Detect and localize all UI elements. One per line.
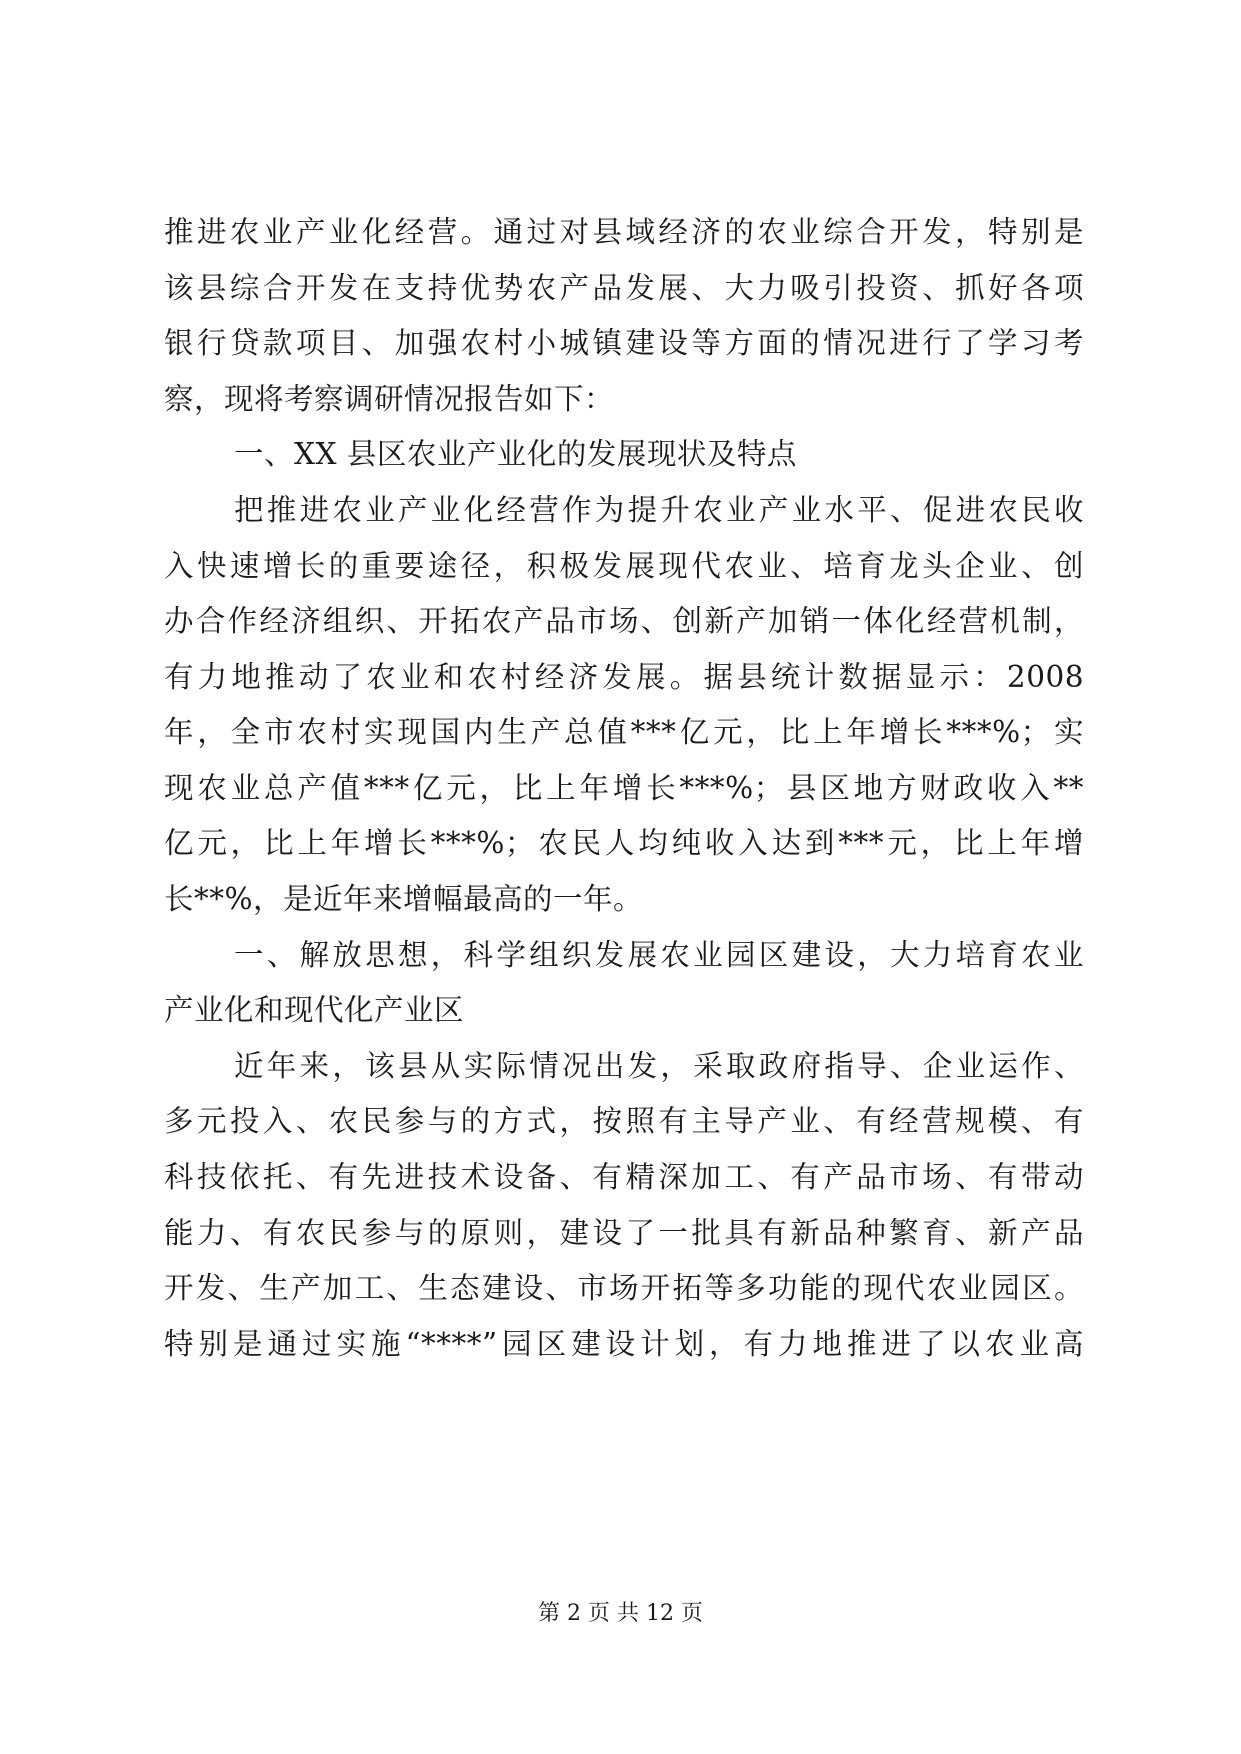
page-number-footer: 第 2 页 共 12 页: [538, 1601, 703, 1626]
body-text-line: 长**%，是近年来增幅最高的一年。: [164, 882, 644, 916]
body-text-line: 能力、有农民参与的原则，建设了一批具有新品种繁育、新产品: [164, 1216, 1084, 1250]
body-text-line: 多元投入、农民参与的方式，按照有主导产业、有经营规模、有: [164, 1104, 1084, 1138]
body-text-line: 察，现将考察调研情况报告如下：: [164, 382, 615, 416]
body-text-line: 近年来，该县从实际情况出发，采取政府指导、企业运作、: [234, 1049, 1084, 1083]
body-text-line: 办合作经济组织、开拓农产品市场、创新产加销一体化经营机制，: [164, 604, 1084, 638]
body-text-line: 现农业总产值***亿元，比上年增长***%；县区地方财政收入**: [164, 771, 1084, 805]
body-text-line: 推进农业产业化经营。通过对县域经济的农业综合开发，特别是: [164, 215, 1084, 249]
body-text-line: 该县综合开发在支持优势农产品发展、大力吸引投资、抓好各项: [164, 271, 1084, 305]
body-text-line: 把推进农业产业化经营作为提升农业产业水平、促进农民收: [234, 493, 1084, 527]
section-heading: 一、XX 县区农业产业化的发展现状及特点: [234, 437, 797, 471]
body-text-line: 银行贷款项目、加强农村小城镇建设等方面的情况进行了学习考: [164, 326, 1084, 360]
body-text-line: 开发、生产加工、生态建设、市场开拓等多功能的现代农业园区。: [164, 1271, 1084, 1305]
body-text-line: 入快速增长的重要途径，积极发展现代农业、培育龙头企业、创: [164, 549, 1084, 583]
section-heading: 一、解放思想，科学组织发展农业园区建设，大力培育农业: [234, 938, 1084, 972]
body-text-line: 亿元，比上年增长***%；农民人均纯收入达到***元，比上年增: [164, 826, 1084, 860]
body-text-line: 特别是通过实施“****”园区建设计划，有力地推进了以农业高: [164, 1327, 1084, 1361]
body-text-line: 有力地推动了农业和农村经济发展。据县统计数据显示：2008: [164, 660, 1084, 694]
section-heading-continued: 产业化和现代化产业区: [164, 993, 465, 1027]
body-text-line: 科技依托、有先进技术设备、有精深加工、有产品市场、有带动: [164, 1160, 1084, 1194]
body-text-line: 年，全市农村实现国内生产总值***亿元，比上年增长***%；实: [164, 715, 1084, 749]
